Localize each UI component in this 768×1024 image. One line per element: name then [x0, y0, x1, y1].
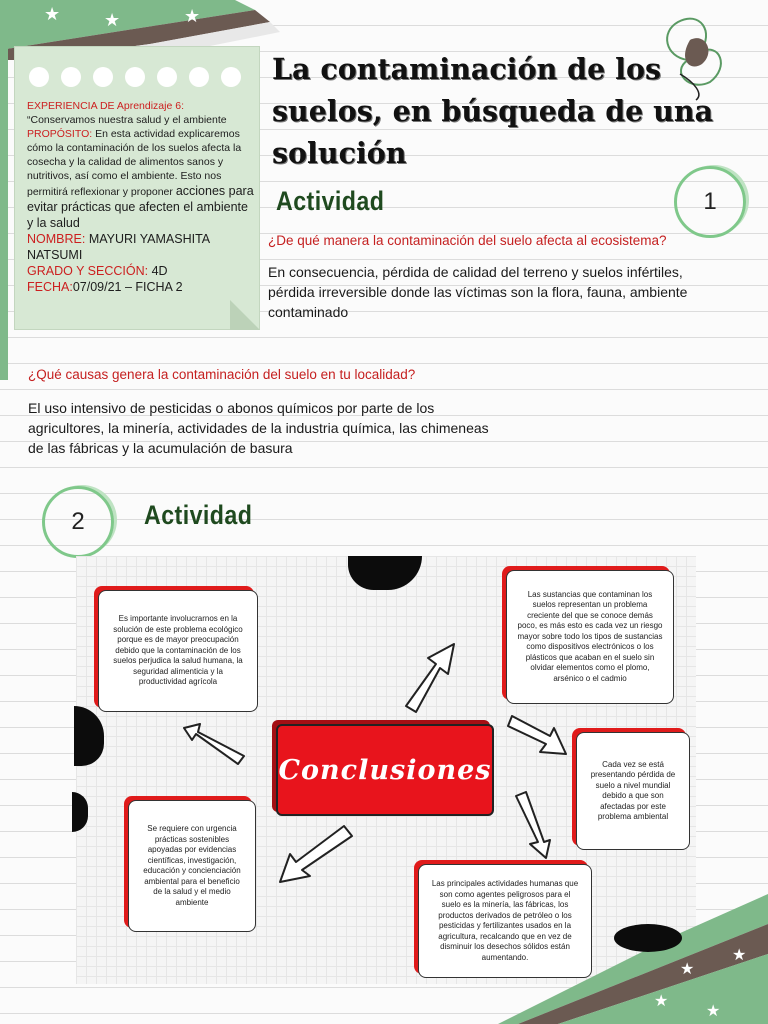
experience-label: EXPERIENCIA DE Aprendizaje 6: — [27, 100, 184, 112]
conclusion-box-right: Cada vez se está presentando pérdida de suelo a nivel mundial debido a que son afectadas por este problema ambiental — [576, 732, 690, 850]
activity-1-question: ¿De qué manera la contaminación del suelo afecta al ecosistema? — [268, 233, 667, 248]
punch-hole — [93, 67, 113, 87]
conclusion-box-bottom-right: Las principales actividades humanas que son como agentes peligrosos para el suelo es la minería, las fábricas, los productos derivados de petróleo o los pesticidas y fertilizantes usados en la agricultura, recalcando que en vez de disminuir los desechos sólidos están aumentando. — [418, 864, 592, 978]
cow-spot-decoration — [72, 792, 88, 832]
punch-hole — [221, 67, 241, 87]
purpose-text: En esta actividad explicaremos cómo la contaminación de los suelos afecta la cosecha y la calidad de alimentos sanos y nutritivos, así como el ambiente. Esto nos permitirá reflexionar y proponer — [27, 128, 242, 198]
cow-spot-decoration — [348, 556, 422, 590]
conclusion-box-top-right: Las sustancias que contaminan los suelos representan un problema creciente del que se conoce demás poco, es más esto es cada vez un riesgo mayor sobre todo los tipos de sustancias como dispositivos electrónicos o los plásticos que acaban en el suelo sin olvidar elementos como el plomo, arsénico o el cadmio — [506, 570, 674, 704]
svg-text:★: ★ — [44, 4, 61, 24]
punch-hole — [189, 67, 209, 87]
conclusion-box-top-left: Es importante involucrarnos en la solución de este problema ecológico porque es de mayor preocupación debido que la contaminación de los suelos perjudica la salud humana, la seguridad alimenticia y la productividad agrícola — [98, 590, 258, 712]
causes-answer: El uso intensivo de pesticidas o abonos químicos por parte de los agricultores, la minería, actividades de la industria química, las chimeneas de las fábricas y la acumulación de basura — [28, 400, 489, 456]
punch-hole — [61, 67, 81, 87]
causes-question: ¿Qué causas genera la contaminación del suelo en tu localidad? — [28, 367, 416, 382]
svg-text:★: ★ — [732, 947, 747, 964]
activity-1-answer: En consecuencia, pérdida de calidad del terreno y suelos infértiles, pérdida irreversible donde las víctimas son la flora, fauna, ambiente contaminado — [268, 264, 688, 320]
title-line: suelos, en búsqueda de una — [272, 94, 714, 128]
student-name: MAYURI YAMASHITA NATSUMI — [27, 232, 210, 262]
purpose-label: PROPÓSITO: — [27, 128, 93, 140]
punch-hole — [125, 67, 145, 87]
svg-text:★: ★ — [104, 10, 121, 30]
activity-2-number-badge: 2 — [42, 486, 114, 558]
note-punch-holes — [29, 67, 241, 87]
cow-spot-decoration — [74, 706, 104, 766]
conclusion-box-bottom-left: Se requiere con urgencia prácticas sostenibles apoyadas por evidencias científicas, investigación, educación y concienciación ambiental para el beneficio de la salud y el medio ambiente — [128, 800, 256, 932]
punch-hole — [157, 67, 177, 87]
purpose-text-emphasis: acciones para evitar prácticas que afecten el ambiente y la salud — [27, 184, 254, 230]
title-line: solución — [272, 136, 407, 170]
grade-value: 4D — [148, 264, 168, 278]
svg-text:★: ★ — [706, 1003, 721, 1020]
info-note-card — [14, 46, 260, 330]
date-value: 07/09/21 – FICHA 2 — [72, 280, 183, 294]
experience-quote: “Conservamos nuestra salud y el ambiente — [27, 114, 227, 126]
grade-label: GRADO Y SECCIÓN: — [27, 264, 149, 278]
activity-2-label: Actividad — [144, 500, 253, 530]
conclusions-center-label: Conclusiones — [276, 724, 494, 816]
note-content — [27, 99, 257, 295]
activity-1-label: Actividad — [276, 186, 385, 216]
activity-1-number-badge: 1 — [674, 166, 746, 238]
punch-hole — [29, 67, 49, 87]
title-line: La contaminación de los — [272, 52, 662, 86]
svg-text:★: ★ — [184, 6, 201, 26]
svg-text:★: ★ — [654, 993, 669, 1010]
svg-text:★: ★ — [680, 961, 695, 978]
note-folded-corner — [230, 300, 260, 330]
date-label: FECHA: — [27, 280, 73, 294]
corner-decoration-bottom — [498, 894, 768, 1024]
page-title — [272, 48, 732, 174]
name-label: NOMBRE: — [27, 232, 86, 246]
